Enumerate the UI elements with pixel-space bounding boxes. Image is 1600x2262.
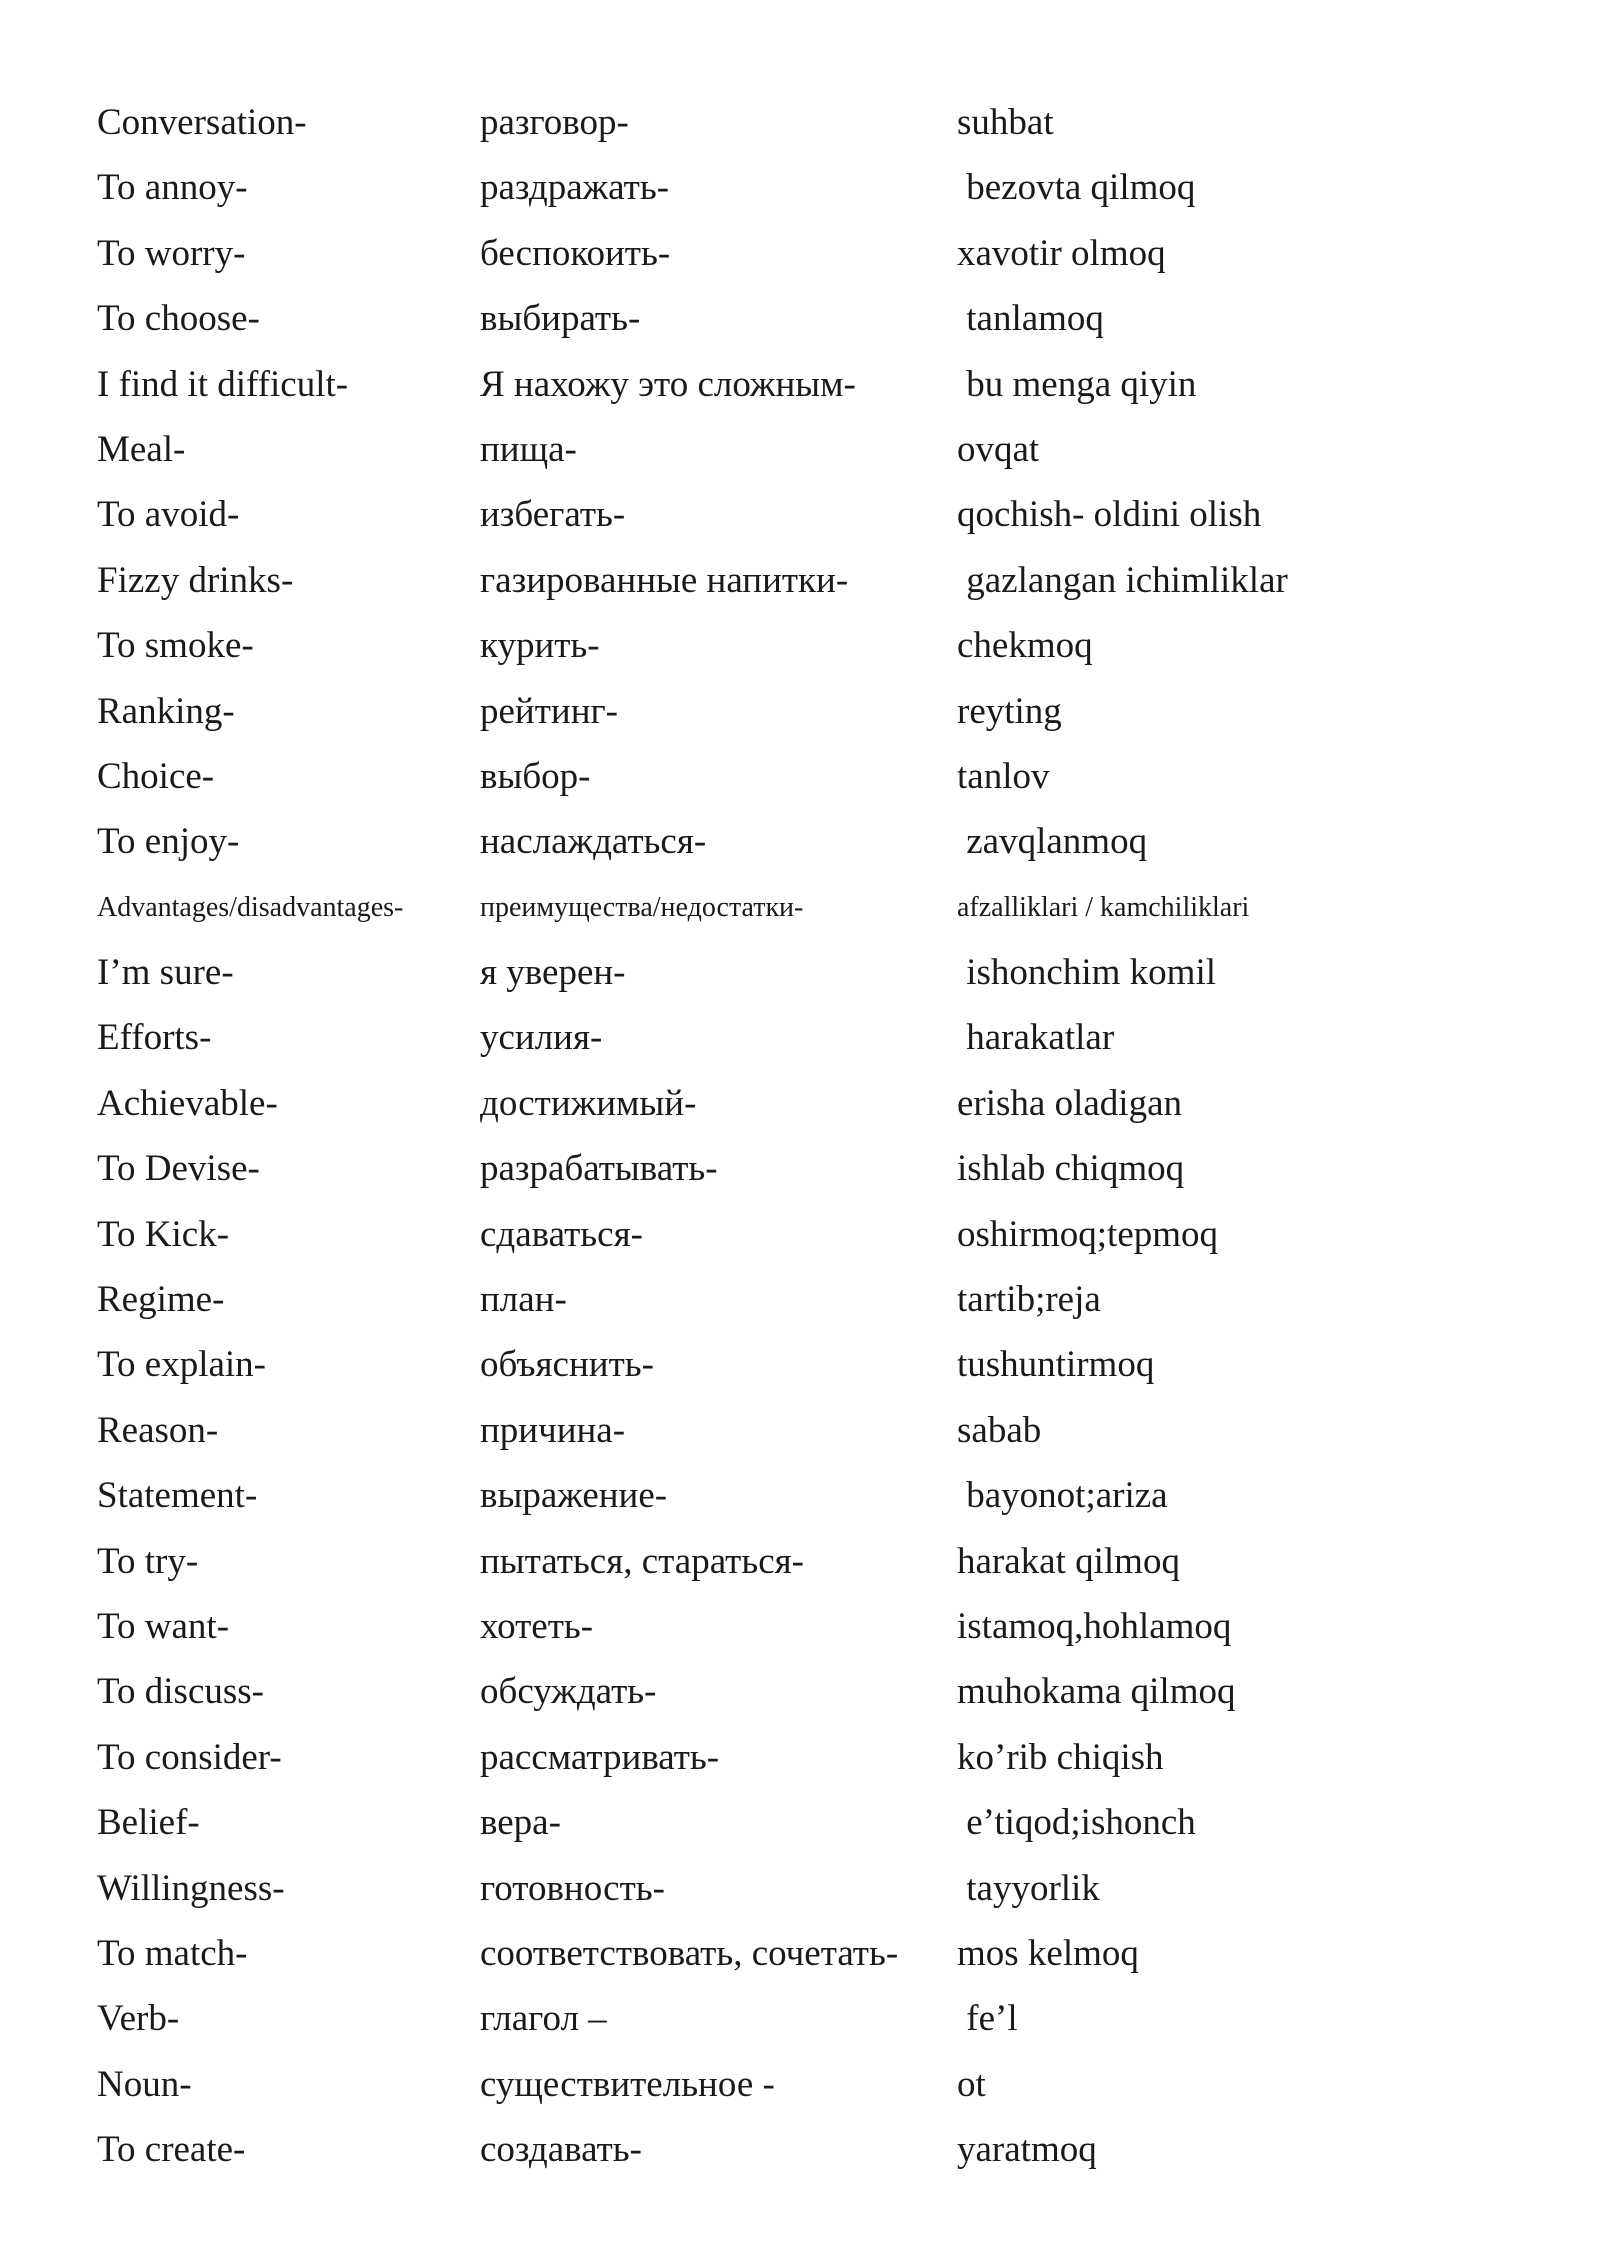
english-term: To match- — [97, 1932, 248, 1974]
vocab-row — [0, 1398, 1600, 1463]
english-term: To Kick- — [97, 1213, 230, 1255]
russian-translation: курить- — [480, 625, 600, 667]
russian-translation: Я нахожу это сложным- — [480, 363, 856, 405]
english-term: Efforts- — [97, 1017, 212, 1059]
vocab-row — [0, 1921, 1600, 1986]
russian-translation: выбирать- — [480, 298, 641, 340]
vocab-row — [0, 155, 1600, 220]
vocab-row — [0, 679, 1600, 744]
russian-translation: я уверен- — [480, 952, 626, 994]
russian-translation: наслаждаться- — [480, 821, 707, 863]
vocab-row — [0, 1267, 1600, 1332]
english-term: To smoke- — [97, 625, 254, 667]
uzbek-translation: zavqlanmoq — [957, 821, 1148, 863]
uzbek-translation: ovqat — [957, 428, 1040, 470]
uzbek-translation: bezovta qilmoq — [957, 167, 1196, 209]
english-term: To Devise- — [97, 1148, 260, 1190]
vocab-row — [0, 548, 1600, 613]
vocab-row — [0, 1856, 1600, 1921]
uzbek-translation: afzalliklari / kamchiliklari — [957, 891, 1250, 923]
vocab-row — [0, 1659, 1600, 1724]
english-term: Reason- — [97, 1409, 219, 1451]
uzbek-translation: tartib;reja — [957, 1279, 1101, 1321]
russian-translation: беспокоить- — [480, 232, 671, 274]
vocab-row — [0, 1005, 1600, 1070]
vocab-row — [0, 1136, 1600, 1201]
russian-translation: разрабатывать- — [480, 1148, 718, 1190]
english-term: Verb- — [97, 1998, 180, 2040]
vocabulary-list — [0, 90, 1600, 2183]
uzbek-translation: gazlangan ichimliklar — [957, 559, 1288, 601]
uzbek-translation: tanlamoq — [957, 298, 1104, 340]
english-term: To create- — [97, 2129, 246, 2171]
vocab-row — [0, 352, 1600, 417]
uzbek-translation: oshirmoq;tepmoq — [957, 1213, 1219, 1255]
english-term: Noun- — [97, 2063, 192, 2105]
vocab-row — [0, 940, 1600, 1005]
russian-translation: раздражать- — [480, 167, 670, 209]
russian-translation: выражение- — [480, 1475, 668, 1517]
vocab-row — [0, 1986, 1600, 2051]
english-term: Statement- — [97, 1475, 258, 1517]
english-term: Belief- — [97, 1802, 200, 1844]
russian-translation: рейтинг- — [480, 690, 618, 732]
english-term: To try- — [97, 1540, 199, 1582]
russian-translation: пища- — [480, 428, 577, 470]
vocab-row — [0, 221, 1600, 286]
english-term: Meal- — [97, 428, 186, 470]
russian-translation: глагол – — [480, 1998, 607, 2040]
uzbek-translation: reyting — [957, 690, 1062, 732]
vocab-row — [0, 1725, 1600, 1790]
vocab-row — [0, 1594, 1600, 1659]
uzbek-translation: bayonot;ariza — [957, 1475, 1168, 1517]
vocab-row — [0, 1202, 1600, 1267]
russian-translation: выбор- — [480, 755, 591, 797]
english-term: Conversation- — [97, 102, 307, 143]
uzbek-translation: muhokama qilmoq — [957, 1671, 1236, 1713]
uzbek-translation: istamoq,hohlamoq — [957, 1605, 1232, 1647]
vocab-row — [0, 744, 1600, 809]
vocab-row — [0, 1790, 1600, 1855]
russian-translation: разговор- — [480, 102, 629, 143]
english-term: Advantages/disadvantages- — [97, 891, 404, 923]
uzbek-translation: sabab — [957, 1409, 1042, 1451]
russian-translation: усилия- — [480, 1017, 603, 1059]
russian-translation: избегать- — [480, 494, 626, 536]
vocab-row — [0, 875, 1600, 940]
russian-translation: преимущества/недостатки- — [480, 891, 804, 923]
vocab-row — [0, 1463, 1600, 1528]
english-term: To want- — [97, 1605, 230, 1647]
russian-translation: хотеть- — [480, 1605, 594, 1647]
russian-translation: обсуждать- — [480, 1671, 657, 1713]
vocab-row — [0, 1529, 1600, 1594]
russian-translation: причина- — [480, 1409, 626, 1451]
russian-translation: существительное - — [480, 2063, 775, 2105]
english-term: To worry- — [97, 232, 246, 274]
uzbek-translation: erisha oladigan — [957, 1082, 1182, 1124]
russian-translation: готовность- — [480, 1867, 665, 1909]
uzbek-translation: e’tiqod;ishonch — [957, 1802, 1196, 1844]
uzbek-translation: ot — [957, 2063, 986, 2105]
english-term: Ranking- — [97, 690, 235, 732]
uzbek-translation: ishlab chiqmoq — [957, 1148, 1185, 1190]
uzbek-translation: mos kelmoq — [957, 1932, 1139, 1974]
uzbek-translation: tanlov — [957, 755, 1050, 797]
vocab-row — [0, 482, 1600, 547]
uzbek-translation: suhbat — [957, 102, 1054, 143]
uzbek-translation: ko’rib chiqish — [957, 1736, 1164, 1778]
russian-translation: план- — [480, 1279, 567, 1321]
english-term: I find it difficult- — [97, 363, 349, 405]
english-term: Willingness- — [97, 1867, 285, 1909]
english-term: To explain- — [97, 1344, 266, 1386]
english-term: To avoid- — [97, 494, 240, 536]
english-term: Regime- — [97, 1279, 225, 1321]
english-term: Achievable- — [97, 1082, 278, 1124]
vocab-row — [0, 2117, 1600, 2182]
russian-translation: сдаваться- — [480, 1213, 643, 1255]
uzbek-translation: harakat qilmoq — [957, 1540, 1180, 1582]
russian-translation: газированные напитки- — [480, 559, 849, 601]
vocab-row — [0, 809, 1600, 874]
uzbek-translation: bu menga qiyin — [957, 363, 1197, 405]
english-term: To choose- — [97, 298, 260, 340]
russian-translation: рассматривать- — [480, 1736, 720, 1778]
vocab-row — [0, 90, 1600, 155]
uzbek-translation: ishonchim komil — [957, 952, 1216, 994]
vocab-row — [0, 1332, 1600, 1397]
vocab-row — [0, 1071, 1600, 1136]
russian-translation: пытаться, стараться- — [480, 1540, 804, 1582]
english-term: To enjoy- — [97, 821, 240, 863]
vocab-row — [0, 613, 1600, 678]
vocab-row — [0, 417, 1600, 482]
russian-translation: объяснить- — [480, 1344, 654, 1386]
russian-translation: создавать- — [480, 2129, 642, 2171]
russian-translation: вера- — [480, 1802, 561, 1844]
uzbek-translation: tushuntirmoq — [957, 1344, 1155, 1386]
russian-translation: достижимый- — [480, 1082, 697, 1124]
uzbek-translation: chekmoq — [957, 625, 1093, 667]
uzbek-translation: tayyorlik — [957, 1867, 1100, 1909]
uzbek-translation: qochish- oldini olish — [957, 494, 1262, 536]
uzbek-translation: xavotir olmoq — [957, 232, 1166, 274]
uzbek-translation: yaratmoq — [957, 2129, 1097, 2171]
uzbek-translation: harakatlar — [957, 1017, 1115, 1059]
english-term: To discuss- — [97, 1671, 264, 1713]
english-term: Fizzy drinks- — [97, 559, 294, 601]
vocab-row — [0, 286, 1600, 351]
english-term: I’m sure- — [97, 952, 234, 994]
english-term: To consider- — [97, 1736, 282, 1778]
vocab-row — [0, 2052, 1600, 2117]
english-term: To annoy- — [97, 167, 248, 209]
english-term: Choice- — [97, 755, 215, 797]
uzbek-translation: fe’l — [957, 1998, 1018, 2040]
russian-translation: соответствовать, сочетать- — [480, 1932, 899, 1974]
